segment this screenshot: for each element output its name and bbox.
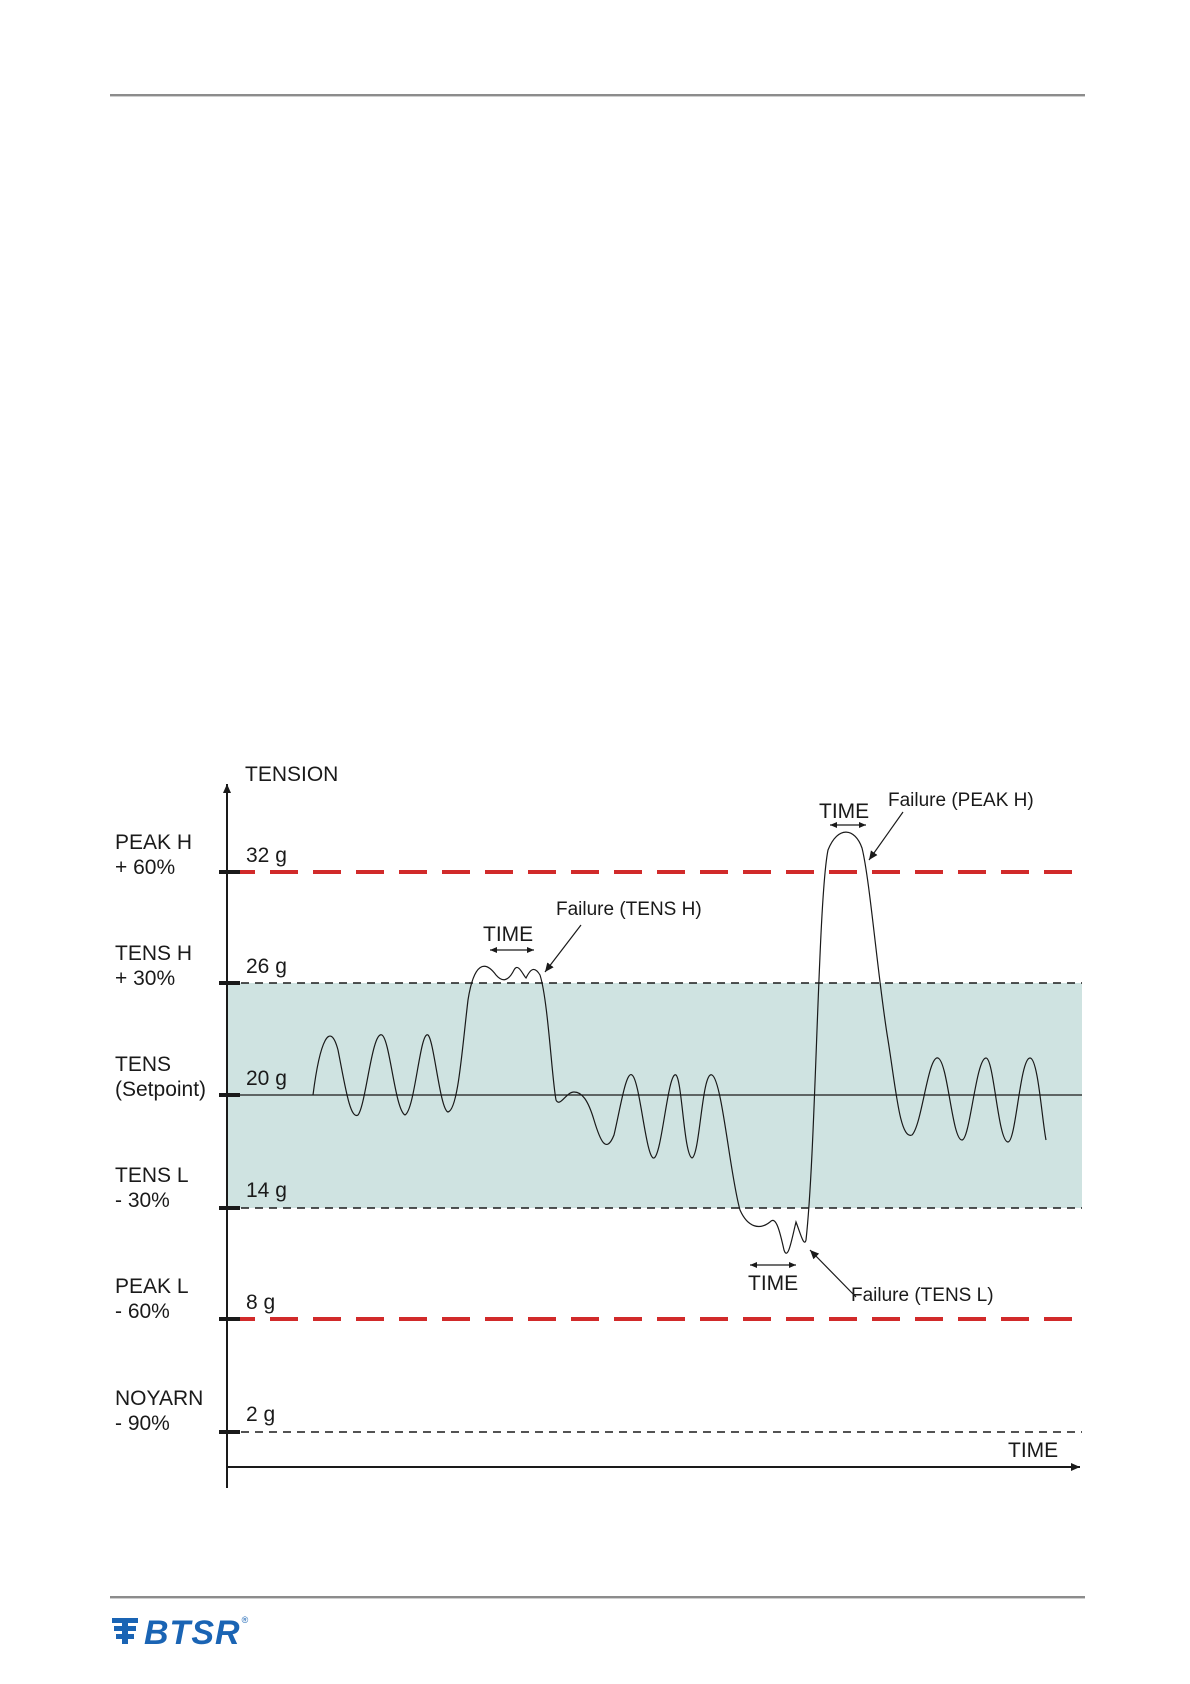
level-percent-peak-h: + 60% (115, 856, 176, 879)
y-axis-title: TENSION (245, 763, 339, 786)
level-percent-tens: (Setpoint) (115, 1078, 207, 1101)
level-name-tens-h: TENS H (115, 942, 193, 965)
level-name-peak-l: PEAK L (115, 1275, 189, 1298)
time-label-tens-h: TIME (483, 923, 534, 946)
level-percent-tens-l: - 30% (115, 1189, 170, 1212)
level-percent-peak-l: - 60% (115, 1300, 170, 1323)
level-name-tens: TENS (115, 1053, 172, 1076)
time-label-peak-h: TIME (819, 800, 870, 823)
pointer-tens-l (810, 1250, 856, 1297)
failure-label-tens-l: Failure (TENS L) (851, 1285, 994, 1306)
value-label-tens-h: 26 g (246, 955, 287, 978)
registered-mark: ® (241, 1615, 249, 1625)
level-name-noyarn: NOYARN (115, 1387, 204, 1410)
pointer-tens-h (545, 925, 581, 972)
value-label-peak-l: 8 g (246, 1291, 276, 1314)
level-name-tens-l: TENS L (115, 1164, 189, 1187)
btsr-logo (110, 1614, 248, 1652)
level-percent-noyarn: - 90% (115, 1412, 170, 1435)
level-percent-tens-h: + 30% (115, 967, 176, 990)
x-axis-title: TIME (1008, 1439, 1059, 1462)
value-label-tens-l: 14 g (246, 1179, 287, 1202)
level-name-peak-h: PEAK H (115, 831, 193, 854)
value-label-peak-h: 32 g (246, 844, 287, 867)
failure-label-peak-h: Failure (PEAK H) (888, 790, 1034, 811)
footer-rule (110, 1596, 1085, 1599)
failure-label-tens-h: Failure (TENS H) (556, 899, 702, 920)
pointer-peak-h (869, 812, 903, 860)
btsr-logo-icon (110, 1614, 140, 1646)
btsr-logo-text: BTSR (144, 1614, 241, 1652)
time-label-tens-l: TIME (748, 1272, 799, 1295)
value-label-tens: 20 g (246, 1067, 287, 1090)
value-label-noyarn: 2 g (246, 1403, 276, 1426)
